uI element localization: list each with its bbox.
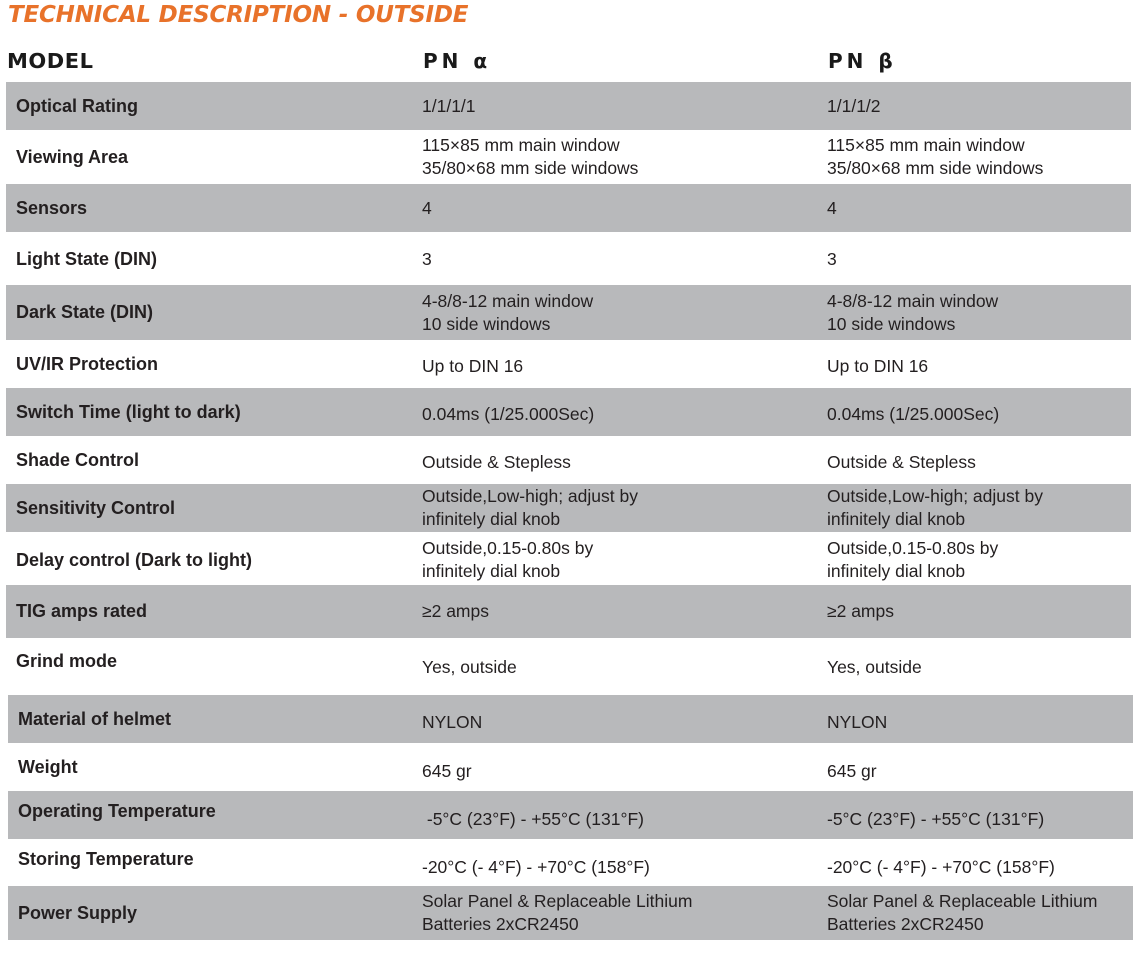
cell-pn-alpha <box>422 285 593 340</box>
table-row <box>8 695 1133 743</box>
cell-line: 10 side windows <box>827 313 956 334</box>
table-row <box>6 436 1131 484</box>
table-row <box>8 791 1133 839</box>
cell-line: 4 <box>827 197 837 218</box>
cell-line: -5°C (23°F) - +55°C (131°F) <box>827 808 1045 829</box>
table-row <box>8 886 1133 940</box>
cell-line: Batteries 2xCR2450 <box>422 914 579 934</box>
cell-line: Outside & Stepless <box>827 451 976 472</box>
cell-line: Outside,Low-high; adjust by <box>422 486 638 506</box>
cell-pn-alpha <box>422 82 476 130</box>
row-label: Optical Rating <box>16 95 139 116</box>
table-row <box>6 285 1131 340</box>
row-label: Delay control (Dark to light) <box>16 549 253 570</box>
cell-line: 645 gr <box>827 760 877 781</box>
row-label: UV/IR Protection <box>16 353 159 374</box>
cell-pn-beta <box>827 184 837 232</box>
cell-pn-beta <box>827 747 877 795</box>
cell-line: infinitely dial knob <box>422 561 561 581</box>
cell-pn-beta <box>827 484 1043 532</box>
cell-line: Yes, outside <box>827 657 922 677</box>
cell-line: 4-8/8-12 main window <box>827 290 999 311</box>
cell-line: ≥2 amps <box>422 601 489 621</box>
cell-line: Up to DIN 16 <box>827 355 929 376</box>
table-row <box>8 743 1133 791</box>
row-label: Material of helmet <box>18 708 172 729</box>
cell-pn-alpha <box>422 235 432 283</box>
row-label: Sensors <box>16 197 88 218</box>
row-label: Operating Temperature <box>18 800 216 821</box>
cell-pn-alpha <box>422 747 472 795</box>
cell-pn-alpha <box>422 641 517 694</box>
cell-line: 115×85 mm main window <box>422 135 620 155</box>
table-row <box>6 184 1131 232</box>
cell-line: 35/80×68 mm side windows <box>827 158 1044 178</box>
cell-line: 3 <box>827 248 837 269</box>
cell-line: 1/1/1/2 <box>827 95 881 116</box>
cell-pn-beta <box>827 133 1043 181</box>
cell-pn-beta <box>827 342 928 390</box>
table-row <box>6 235 1131 283</box>
cell-line: infinitely dial knob <box>827 509 966 529</box>
table-row <box>6 82 1131 130</box>
cell-line: -5°C (23°F) - +55°C (131°F) <box>422 808 645 829</box>
cell-pn-alpha <box>422 585 489 638</box>
cell-line: -20°C (- 4°F) - +70°C (158°F) <box>827 857 1055 877</box>
cell-line: 645 gr <box>422 760 472 781</box>
table-row <box>6 484 1131 532</box>
cell-line: 115×85 mm main window <box>827 135 1025 155</box>
cell-pn-beta <box>827 82 881 130</box>
row-label: Storing Temperature <box>18 849 194 869</box>
cell-line: infinitely dial knob <box>827 561 966 581</box>
cell-pn-alpha <box>422 390 594 438</box>
cell-pn-beta <box>827 535 998 585</box>
cell-pn-alpha <box>422 342 523 390</box>
cell-pn-alpha <box>422 438 571 486</box>
table-row <box>6 340 1131 388</box>
cell-pn-alpha <box>422 698 482 746</box>
cell-pn-beta <box>827 235 837 283</box>
cell-line: NYLON <box>422 711 483 732</box>
cell-pn-beta <box>827 844 1055 891</box>
table-row <box>6 585 1131 638</box>
row-label: Dark State (DIN) <box>16 302 154 322</box>
cell-line: 4 <box>422 197 432 218</box>
cell-line: Solar Panel & Replaceable Lithium <box>827 891 1098 911</box>
cell-pn-alpha <box>422 133 638 181</box>
cell-pn-beta <box>827 438 976 486</box>
cell-line: Outside,0.15-0.80s by <box>422 538 594 558</box>
cell-line: Outside & Stepless <box>422 451 571 472</box>
cell-pn-beta <box>827 698 887 746</box>
row-label: Switch Time (light to dark) <box>16 401 241 422</box>
table-row <box>6 638 1131 691</box>
table-header <box>0 40 1136 80</box>
cell-pn-alpha <box>422 886 692 940</box>
cell-pn-alpha <box>422 184 432 232</box>
cell-line: Outside,0.15-0.80s by <box>827 538 999 558</box>
header-pn-beta: PN β <box>828 49 897 73</box>
row-label: TIG amps rated <box>16 601 148 621</box>
header-model: MODEL <box>7 49 94 73</box>
cell-pn-alpha <box>422 795 644 843</box>
cell-line: 1/1/1/1 <box>422 95 476 116</box>
cell-pn-alpha <box>422 844 650 891</box>
row-label: Sensitivity Control <box>16 497 176 518</box>
cell-line: 10 side windows <box>422 313 551 334</box>
cell-line: -20°C (- 4°F) - +70°C (158°F) <box>422 857 650 877</box>
table-row <box>6 388 1131 436</box>
cell-pn-beta <box>827 585 894 638</box>
cell-line: 4-8/8-12 main window <box>422 290 594 311</box>
table-row <box>8 839 1133 886</box>
table-row <box>6 535 1131 585</box>
cell-line: Up to DIN 16 <box>422 355 524 376</box>
header-pn-alpha: PN α <box>423 49 492 73</box>
cell-line: 3 <box>422 248 432 269</box>
cell-line: 0.04ms (1/25.000Sec) <box>422 403 595 424</box>
page-title: TECHNICAL DESCRIPTION - OUTSIDE <box>8 2 469 28</box>
cell-line: ≥2 amps <box>827 601 894 621</box>
cell-line: Yes, outside <box>422 657 517 677</box>
row-label: Light State (DIN) <box>16 248 157 269</box>
row-label: Grind mode <box>16 651 118 671</box>
row-label: Weight <box>18 756 78 777</box>
cell-pn-beta <box>827 285 998 340</box>
cell-pn-alpha <box>422 484 638 532</box>
cell-line: 35/80×68 mm side windows <box>422 158 639 178</box>
row-label: Viewing Area <box>16 146 129 167</box>
cell-line: Solar Panel & Replaceable Lithium <box>422 891 693 911</box>
cell-pn-beta <box>827 886 1097 940</box>
cell-line: Batteries 2xCR2450 <box>827 914 984 934</box>
cell-line: 0.04ms (1/25.000Sec) <box>827 403 1000 424</box>
cell-line: NYLON <box>827 711 888 732</box>
table-row <box>6 133 1131 181</box>
cell-pn-beta <box>827 390 999 438</box>
row-label: Shade Control <box>16 449 140 470</box>
cell-line: Outside,Low-high; adjust by <box>827 486 1043 506</box>
row-label: Power Supply <box>18 902 138 923</box>
cell-pn-beta <box>827 641 922 694</box>
cell-pn-beta <box>827 795 1044 843</box>
cell-line: infinitely dial knob <box>422 509 561 529</box>
cell-pn-alpha <box>422 535 593 585</box>
